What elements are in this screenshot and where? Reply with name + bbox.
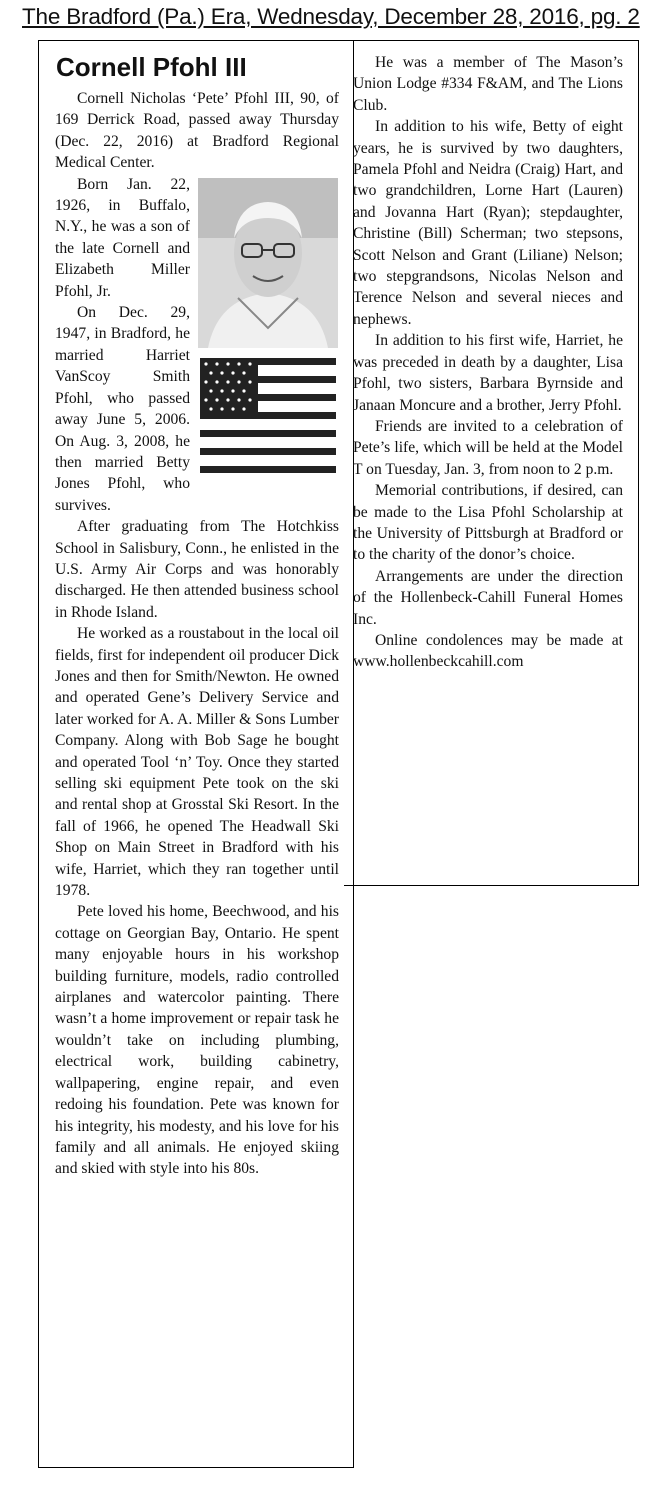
obituary-headline: Cornell Pfohl III <box>56 52 247 82</box>
paragraph: He was a member of The Mason’s Union Lodge #334 F&AM, and The Lions Club. <box>353 54 623 114</box>
paragraph: He worked as a roustabout in the local oil fields, first for independent oil producer Dick Jones and then for Smith/Newton. He owned and operated Gene’s Delivery Service and later worked for A. A. Miller & Sons Lumber Company. Along with Bob Sage he bought and operated Tool ‘n’ Toy. Once they started selling ski equipment Pete took on the ski and rental shop at Grosstal Ski Resort. In the fall of 1966, he opened The Headwall Ski Shop on Main Street in Bradford with his wife, Harriet, which they ran together until 1978. <box>55 625 339 900</box>
paragraph: Pete loved his home, Beechwood, and his cottage on Georgian Bay, Ontario. He spent many enjoyable hours in his workshop building furniture, models, radio controlled airplanes and watercolor painting. There wasn’t a home improvement or repair task he wouldn’t take on including plumbing, electrical work, building cabinetry, wallpapering, engine repair, and even redoing his foundation. Pete was known for his integrity, his modesty, and his love for his family and all animals. He enjoyed skiing and skied with style into his 80s. <box>55 903 339 1178</box>
paragraph: In addition to his wife, Betty of eight years, he is survived by two daughters, Pamela Pfohl and Neidra (Craig) Hart, and two grandchildren, Lorne Hart (Lauren) and Jovanna Hart (Ryan); stepdaughter, Christine (Bill) Scherman; two stepsons, Scott Nelson and Grant (Liliane) Nelson; two stepgrandsons, Nicolas Nelson and Terence Nelson and several nieces and nephews. <box>353 118 623 328</box>
american-flag-icon <box>200 358 336 476</box>
paragraph: On Dec. 29, 1947, in Bradford, he married Harriet VanScoy Smith Pfohl, who passed away June 5, 2006. On Aug. 3, 2008, he then married Betty Jones Pfohl, who survives. <box>55 304 190 514</box>
masthead: The Bradford (Pa.) Era, Wednesday, December 28, 2016, pg. 2 <box>22 4 640 29</box>
portrait-photo <box>198 178 338 348</box>
paragraph: After graduating from The Hotchkiss School in Salisbury, Conn., he enlisted in the U.S. Army Air Corps and was honorably discharged. He then attended business school in Rhode Island. <box>55 518 339 621</box>
left-column-text <box>55 88 339 1180</box>
paragraph: Memorial contributions, if desired, can be made to the Lisa Pfohl Scholarship at the University of Pittsburgh at Bradford or to the charity of the donor’s choice. <box>353 482 623 564</box>
paragraph: In addition to his first wife, Harriet, he was preceded in death by a daughter, Lisa Pfohl, two sisters, Barbara Byrnside and Janaan Moncure and a brother, Jerry Pfohl. <box>353 332 623 414</box>
right-column-text <box>353 52 623 673</box>
paragraph: Arrangements are under the direction of the Hollenbeck-Cahill Funeral Homes Inc. <box>353 567 623 628</box>
paragraph: Online condolences may be made at www.hollenbeckcahill.com <box>353 631 623 671</box>
paragraph: Friends are invited to a celebration of Pete’s life, which will be held at the Model T on Tuesday, Jan. 3, from noon to 2 p.m. <box>353 417 623 478</box>
image-float <box>196 178 339 480</box>
paragraph: Cornell Nicholas ‘Pete’ Pfohl III, 90, of 169 Derrick Road, passed away Thursday (Dec. 22, 2016) at Bradford Regional Medical Center. <box>55 90 339 172</box>
paragraph: Born Jan. 22, 1926, in Buffalo, N.Y., he was a son of the late Cornell and Elizabeth Miller Pfohl, Jr. <box>55 175 190 300</box>
